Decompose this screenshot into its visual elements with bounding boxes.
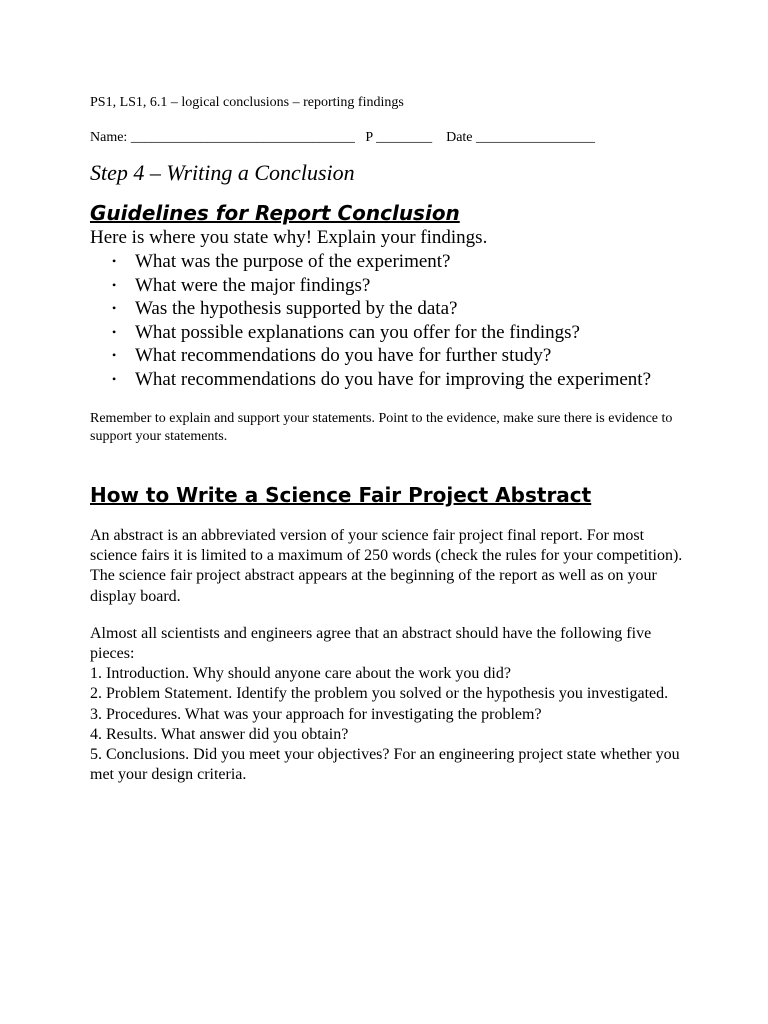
list-item: 3. Procedures. What was your approach for investigating the problem? <box>90 705 542 723</box>
bullet-icon: • <box>112 371 117 386</box>
list-item: 4. Results. What answer did you obtain? <box>90 725 349 743</box>
guidelines-question-list <box>90 250 690 391</box>
list-item: 2. Problem Statement. Identify the problem you solved or the hypothesis you investigated. <box>90 685 669 703</box>
document-page <box>90 94 690 785</box>
guidelines-intro: Here is where you state why! Explain your findings. <box>90 227 488 248</box>
reminder-text: Remember to explain and support your statements. Point to the evidence, make sure there is evidence to support your statements. <box>90 411 673 444</box>
bullet-icon: • <box>112 348 117 362</box>
abstract-pieces-list <box>90 664 690 785</box>
question-text: What was the purpose of the experiment? <box>135 251 451 272</box>
list-item <box>90 250 690 274</box>
standards-line: PS1, LS1, 6.1 – logical conclusions – reporting findings <box>90 95 404 110</box>
name-period-date-line: Name: ________________________________ P ________ Date _________________ <box>90 130 596 145</box>
list-item <box>90 344 690 368</box>
list-item: 1. Introduction. Why should anyone care about the work you did? <box>90 665 511 683</box>
question-text: What recommendations do you have for improving the experiment? <box>135 368 652 390</box>
question-text: What recommendations do you have for further study? <box>135 345 552 366</box>
list-item <box>90 297 690 321</box>
step-title: Step 4 – Writing a Conclusion <box>90 160 355 185</box>
abstract-heading: How to Write a Science Fair Project Abstract <box>90 483 592 507</box>
list-item: 5. Conclusions. Did you meet your objectives? For an engineering project state whether you met your design criteria. <box>90 746 680 784</box>
list-item <box>90 321 690 345</box>
question-text: What possible explanations can you offer for the findings? <box>135 321 580 343</box>
abstract-paragraph-1: An abstract is an abbreviated version of your science fair project final report. For most science fairs it is limited to a maximum of 250 words (check the rules for your competition). The science fair project abstract appears at the beginning of the report as well as on your display board. <box>90 527 683 605</box>
bullet-icon: • <box>112 324 117 339</box>
abstract-paragraph-2: Almost all scientists and engineers agree that an abstract should have the following five pieces: <box>90 624 652 663</box>
bullet-icon: • <box>112 277 117 292</box>
guidelines-heading: Guidelines for Report Conclusion <box>90 201 460 225</box>
question-text: What were the major findings? <box>135 274 371 296</box>
question-text: Was the hypothesis supported by the data? <box>135 298 458 319</box>
bullet-icon: • <box>112 254 117 268</box>
bullet-icon: • <box>112 301 117 315</box>
list-item <box>90 274 690 298</box>
list-item <box>90 368 690 392</box>
